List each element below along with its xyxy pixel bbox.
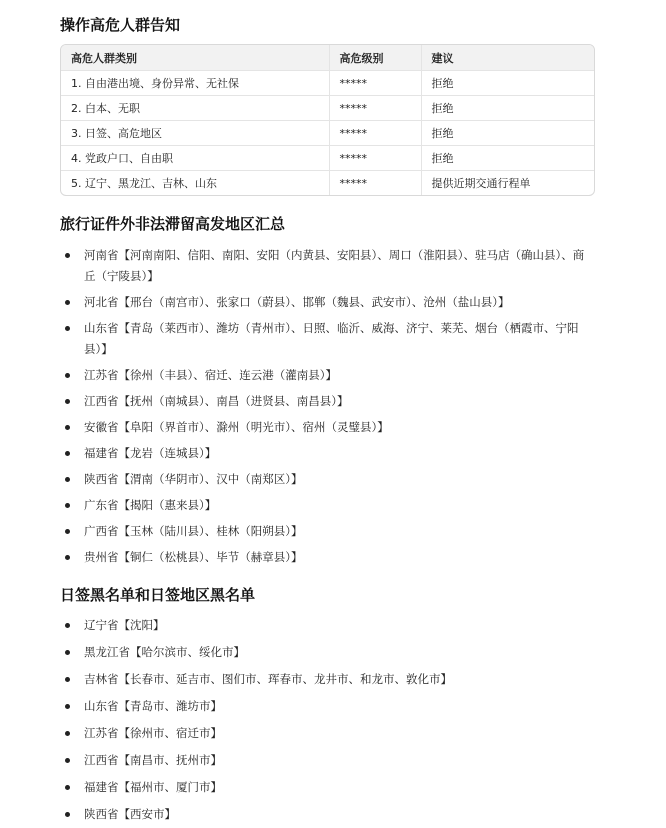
section-title-visa-blacklist: 日签黑名单和日签地区黑名单 [60,586,256,604]
list-item: 吉林省【长春市、延吉市、图们市、珲春市、龙井市、和龙市、敦化市】 [60,669,594,690]
cell-advice: 拒绝 [421,146,594,171]
list-item: 陕西省【西安市】 [60,804,594,825]
cell-category: 2. 白本、无职 [61,96,329,121]
list-item: 贵州省【铜仁（松桃县）、毕节（赫章县）】 [60,547,594,568]
cell-level: ***** [329,96,421,121]
cell-category: 4. 党政户口、自由职 [61,146,329,171]
column-header-category: 高危人群类别 [61,45,329,71]
list-item: 安徽省【阜阳（界首市）、滁州（明光市）、宿州（灵璧县）】 [60,417,594,438]
list-item: 山东省【青岛市、潍坊市】 [60,696,594,717]
overstay-region-list [60,245,594,568]
high-risk-table [60,44,595,196]
cell-advice: 拒绝 [421,121,594,146]
section-title-high-risk: 操作高危人群告知 [60,16,181,34]
list-item: 江苏省【徐州市、宿迁市】 [60,723,594,744]
list-item: 江苏省【徐州（丰县）、宿迁、连云港（灌南县）】 [60,365,594,386]
cell-advice: 拒绝 [421,71,594,96]
list-item: 黑龙江省【哈尔滨市、绥化市】 [60,642,594,663]
list-item: 广东省【揭阳（惠来县）】 [60,495,594,516]
cell-level: ***** [329,71,421,96]
cell-category: 3. 日签、高危地区 [61,121,329,146]
list-item: 河北省【邢台（南宫市）、张家口（蔚县）、邯郸（魏县、武安市）、沧州（盐山县）】 [60,292,594,313]
cell-advice: 拒绝 [421,96,594,121]
table-header-row [61,45,594,71]
list-item: 广西省【玉林（陆川县）、桂林（阳朔县）】 [60,521,594,542]
list-item: 陕西省【渭南（华阴市）、汉中（南郑区）】 [60,469,594,490]
table-row [61,171,594,196]
list-item: 河南省【河南南阳、信阳、南阳、安阳（内黄县、安阳县）、周口（淮阳县）、驻马店（确山县）、商丘（宁陵县）】 [60,245,594,287]
cell-category: 1. 自由港出境、身份异常、无社保 [61,71,329,96]
cell-advice: 提供近期交通行程单 [431,177,531,190]
cell-level: ***** [329,121,421,146]
list-item: 江西省【抚州（南城县）、南昌（进贤县、南昌县）】 [60,391,594,412]
cell-level: ***** [329,146,421,171]
section-title-overstay-regions: 旅行证件外非法滞留高发地区汇总 [60,215,286,233]
column-header-advice: 建议 [421,45,594,71]
list-item: 福建省【福州市、厦门市】 [60,777,594,798]
column-header-level: 高危级别 [329,45,421,71]
table-row [61,121,594,146]
list-item: 辽宁省【沈阳】 [60,615,594,636]
cell-level: ***** [329,171,421,196]
table-row [61,146,594,171]
table-row [61,71,594,96]
list-item: 福建省【龙岩（连城县）】 [60,443,594,464]
table-row [61,96,594,121]
cell-category: 5. 辽宁、黑龙江、吉林、山东 [61,171,329,196]
visa-blacklist-list [60,615,594,825]
list-item: 江西省【南昌市、抚州市】 [60,750,594,771]
list-item: 山东省【青岛（莱西市）、潍坊（青州市）、日照、临沂、威海、济宁、莱芜、烟台（栖霞市、宁阳县）】 [60,318,594,360]
